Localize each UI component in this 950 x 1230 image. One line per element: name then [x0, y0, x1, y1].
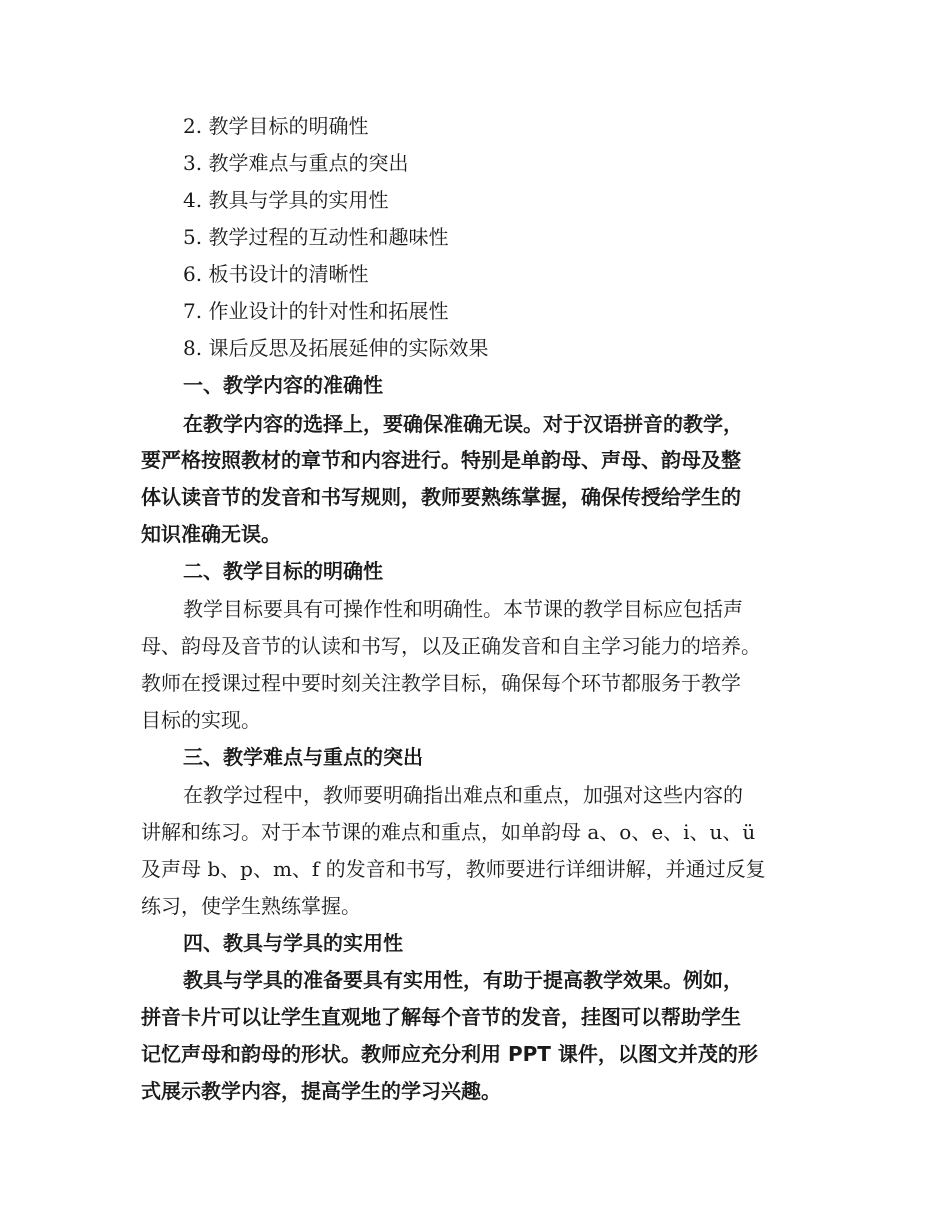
- paragraph-line: 教具与学具的准备要具有实用性，有助于提高教学效果。例如，: [183, 968, 743, 992]
- paragraph-line: 知识准确无误。: [141, 522, 281, 546]
- paragraph-line: 记忆声母和韵母的形状。教师应充分利用 PPT 课件，以图文并茂的形: [141, 1042, 758, 1066]
- section-heading: 四、教具与学具的实用性: [183, 931, 403, 955]
- paragraph-line: 体认读音节的发音和书写规则，教师要熟练掌握，确保传授给学生的: [141, 485, 741, 509]
- paragraph-line: 拼音卡片可以让学生直观地了解每个音节的发音，挂图可以帮助学生: [141, 1005, 741, 1029]
- paragraph-line: 及声母 b、p、m、f 的发音和书写，教师要进行详细讲解，并通过反复: [141, 857, 766, 881]
- list-item: 6. 板书设计的清晰性: [183, 262, 369, 286]
- list-item: 7. 作业设计的针对性和拓展性: [183, 299, 449, 323]
- paragraph-line: 教学目标要具有可操作性和明确性。本节课的教学目标应包括声: [183, 597, 743, 621]
- list-item: 5. 教学过程的互动性和趣味性: [183, 225, 449, 249]
- paragraph-line: 目标的实现。: [141, 708, 261, 732]
- section-heading: 二、教学目标的明确性: [183, 559, 383, 583]
- list-item: 4. 教具与学具的实用性: [183, 188, 389, 212]
- paragraph-line: 要严格按照教材的章节和内容进行。特别是单韵母、声母、韵母及整: [141, 448, 741, 472]
- paragraph-line: 教师在授课过程中要时刻关注教学目标，确保每个环节都服务于教学: [141, 671, 741, 695]
- paragraph-line: 母、韵母及音节的认读和书写，以及正确发音和自主学习能力的培养。: [141, 634, 761, 658]
- section-heading: 一、教学内容的准确性: [183, 373, 383, 397]
- paragraph-line: 式展示教学内容，提高学生的学习兴趣。: [141, 1079, 501, 1103]
- paragraph-line: 讲解和练习。对于本节课的难点和重点，如单韵母 a、o、e、i、u、ü: [141, 820, 756, 844]
- list-item: 3. 教学难点与重点的突出: [183, 151, 409, 175]
- list-item: 2. 教学目标的明确性: [183, 114, 369, 138]
- list-item: 8. 课后反思及拓展延伸的实际效果: [183, 336, 489, 360]
- paragraph-line: 在教学过程中，教师要明确指出难点和重点，加强对这些内容的: [183, 783, 743, 807]
- section-heading: 三、教学难点与重点的突出: [183, 745, 423, 769]
- paragraph-line: 在教学内容的选择上，要确保准确无误。对于汉语拼音的教学，: [183, 412, 743, 436]
- paragraph-line: 练习，使学生熟练掌握。: [141, 894, 361, 918]
